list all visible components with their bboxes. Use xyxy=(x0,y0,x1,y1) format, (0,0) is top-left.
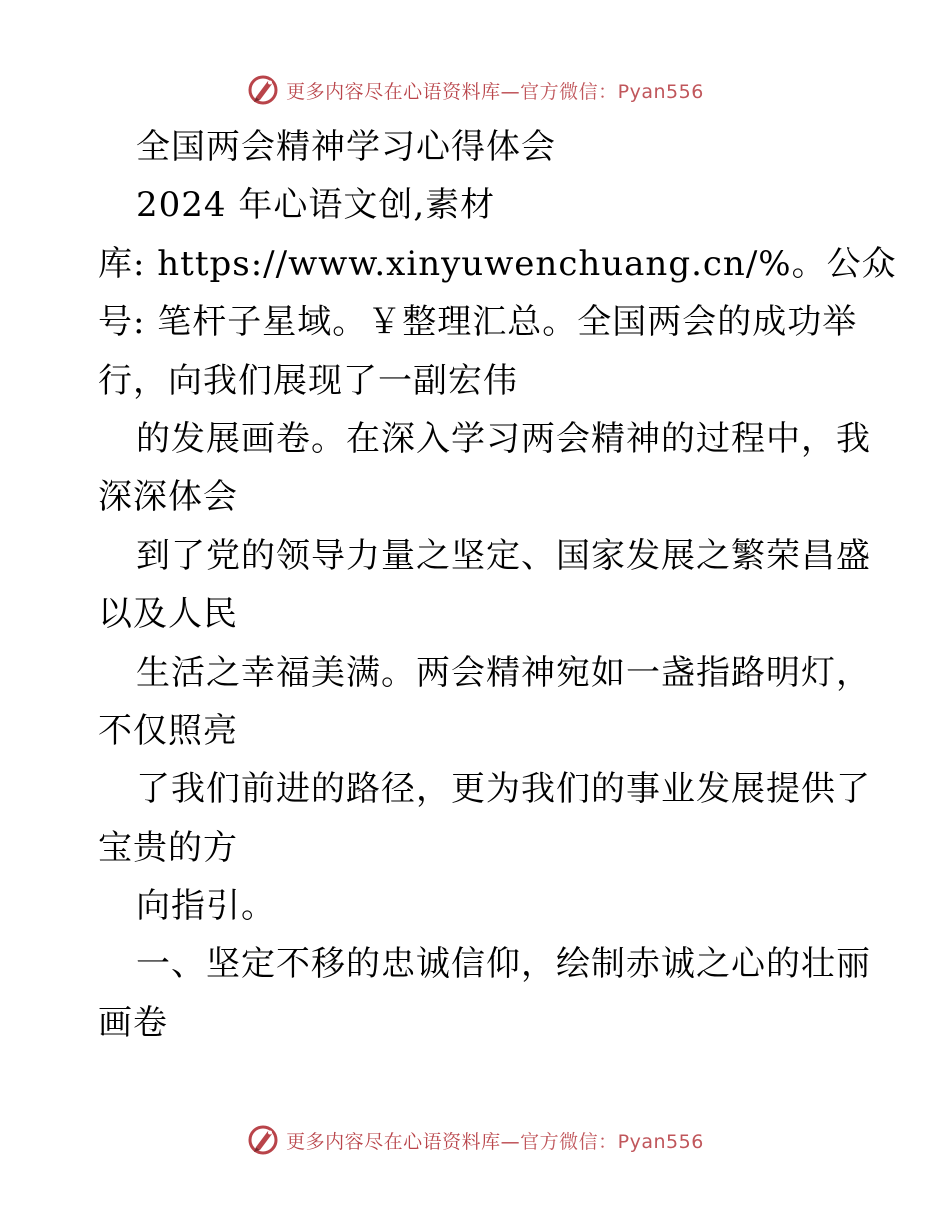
paragraph-line: 生活之幸福美满。两会精神宛如一盏指路明灯， xyxy=(136,652,871,693)
section-heading-continuation: 画卷 xyxy=(98,1002,168,1043)
paragraph-line: 以及人民 xyxy=(98,594,238,635)
banner-text: 更多内容尽在心语资料库—官方微信：Pyan556 xyxy=(286,1130,704,1153)
banner-text: 更多内容尽在心语资料库—官方微信：Pyan556 xyxy=(286,80,704,103)
paragraph-line: 宝贵的方 xyxy=(98,827,238,868)
paragraph-line: 了我们前进的路径，更为我们的事业发展提供了 xyxy=(136,769,871,810)
paragraph-line: 深深体会 xyxy=(98,477,238,518)
header-watermark-banner xyxy=(0,70,950,110)
paragraph-line: 行，向我们展现了一副宏伟 xyxy=(98,360,518,401)
brush-pen-logo-icon xyxy=(246,1123,280,1157)
paragraph-line: 2024 年心语文创,素材 xyxy=(136,185,496,226)
paragraph-line: 向指引。 xyxy=(136,886,276,927)
paragraph-line: 库: https://www.xinyuwenchuang.cn/%。公众 xyxy=(98,243,897,284)
paragraph-line: 的发展画卷。在深入学习两会精神的过程中，我 xyxy=(136,418,871,459)
document-body xyxy=(98,118,897,1052)
paragraph-line: 号: 笔杆子星域。￥整理汇总。全国两会的成功举 xyxy=(98,302,858,343)
paragraph-line: 不仅照亮 xyxy=(98,710,238,751)
paragraph-line: 到了党的领导力量之坚定、国家发展之繁荣昌盛 xyxy=(136,535,871,576)
brush-pen-logo-icon xyxy=(246,73,280,107)
section-heading: 一、坚定不移的忠诚信仰，绘制赤诚之心的壮丽 xyxy=(136,944,871,985)
document-title: 全国两会精神学习心得体会 xyxy=(136,127,556,167)
footer-watermark-banner xyxy=(0,1120,950,1160)
